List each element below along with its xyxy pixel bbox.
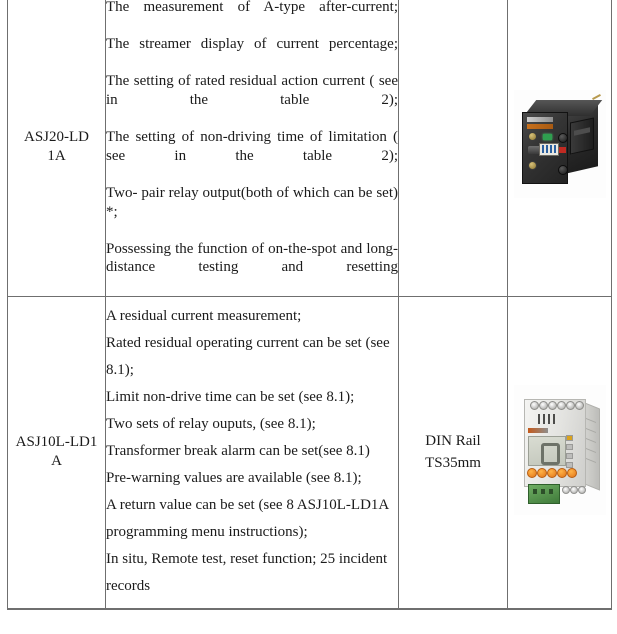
model-name-line-2: A xyxy=(51,453,62,469)
keypad-button-icon xyxy=(547,468,557,478)
appearance-cell-row-1 xyxy=(508,0,612,296)
vent-slot xyxy=(538,414,540,424)
adjust-knob-icon xyxy=(528,161,537,170)
dip-switch-icon xyxy=(539,143,559,156)
model-name-line-2: 1A xyxy=(47,147,66,164)
status-led-red xyxy=(559,147,566,153)
panel-mount-relay-illustration xyxy=(514,90,606,198)
function-item: Limit non-drive time can be set (see 8.1); xyxy=(106,388,355,405)
function-item: Transformer break alarm can be set(see 8.1) xyxy=(106,442,370,459)
top-terminal-ports xyxy=(530,401,582,410)
terminal-port-icon xyxy=(575,401,584,410)
bottom-terminal-ports xyxy=(562,486,588,494)
device-front-panel xyxy=(522,112,568,184)
brand-label xyxy=(528,428,548,433)
indicator-led xyxy=(566,453,573,459)
reset-button-icon xyxy=(558,165,568,175)
model-name-line-1: ASJ20-LD xyxy=(23,128,89,145)
side-vent-line xyxy=(586,417,596,422)
vent-slot xyxy=(548,414,550,424)
terminal-port-icon xyxy=(530,401,539,410)
product-specification-table xyxy=(7,0,612,610)
functions-list-row-1 xyxy=(106,0,398,296)
function-item: The setting of rated residual action current ( see in the table 2); xyxy=(106,73,398,108)
function-item: Pre-warning values are available (see 8.1); xyxy=(106,469,362,486)
din-rail-module-photo xyxy=(514,385,606,515)
adjust-knob-icon xyxy=(528,132,537,141)
model-name-line-1: ASJ10L-LD1 xyxy=(15,434,98,450)
vent-slot xyxy=(553,414,555,424)
indicator-led xyxy=(566,435,573,441)
side-vent-line xyxy=(586,427,596,432)
function-item: The measurement of A-type after-current; xyxy=(106,0,398,15)
mounting-cell-row-2 xyxy=(399,296,508,609)
model-strip xyxy=(527,124,553,129)
mounting-value-line-1: DIN Rail xyxy=(425,433,481,449)
front-keypad xyxy=(527,468,577,477)
lcd-display xyxy=(528,436,566,466)
terminal-port-icon xyxy=(570,486,578,494)
side-vent-line xyxy=(586,437,596,442)
panel-mount-relay-photo xyxy=(514,90,606,198)
test-button-icon xyxy=(558,133,568,143)
terminal-port-icon xyxy=(557,401,566,410)
function-item: Two sets of relay ouputs, (see 8.1); xyxy=(106,415,316,432)
dip-switch-lever xyxy=(554,145,556,153)
function-item: The setting of non-driving time of limitation ( see in the table 2); xyxy=(106,129,398,164)
ventilation-slots xyxy=(538,414,560,424)
dip-switch-lever xyxy=(546,145,548,153)
function-item: In situ, Remote test, reset function; 25 incident records xyxy=(106,550,388,594)
indicator-led xyxy=(566,444,573,450)
function-item: The streamer display of current percentage; xyxy=(106,36,398,53)
functions-cell-row-1 xyxy=(106,0,399,296)
terminal-port-icon xyxy=(566,401,575,410)
function-item: A return value can be set (see 8 ASJ10L-LD1A programming menu instructions); xyxy=(106,496,389,540)
terminal-port-icon xyxy=(578,486,586,494)
green-terminal-block xyxy=(528,484,560,504)
functions-cell-row-2 xyxy=(106,296,399,609)
mounting-value-line-2: TS35mm xyxy=(425,455,481,471)
table-row xyxy=(8,0,612,296)
terminal-port-icon xyxy=(539,401,548,410)
keypad-button-icon xyxy=(557,468,567,478)
terminal-screw xyxy=(533,489,537,494)
dip-switch-lever xyxy=(550,145,552,153)
function-item: A residual current measurement; xyxy=(106,307,302,324)
function-item: Two- pair relay output(both of which can be set) *; xyxy=(106,184,398,220)
keypad-button-icon xyxy=(537,468,547,478)
terminal-screw xyxy=(549,489,553,494)
dip-switch-lever xyxy=(542,145,544,153)
lcd-digit xyxy=(541,443,560,465)
function-item: Possessing the function of on-the-spot and long-distance testing and resetting xyxy=(106,240,398,276)
side-vent-line xyxy=(586,457,596,462)
din-rail-module-illustration xyxy=(514,385,606,515)
status-led-green xyxy=(543,134,552,140)
terminal-port-icon xyxy=(562,486,570,494)
model-cell-row-1 xyxy=(8,0,106,296)
functions-list-row-2 xyxy=(106,303,398,600)
indicator-leds xyxy=(566,435,580,465)
vent-slot xyxy=(543,414,545,424)
brand-label xyxy=(527,117,553,122)
mounting-clip xyxy=(570,118,594,155)
appearance-cell-row-2 xyxy=(508,296,612,609)
keypad-button-icon xyxy=(527,468,537,478)
mounting-cell-row-1 xyxy=(399,0,508,296)
function-item: Rated residual operating current can be set (see 8.1); xyxy=(106,334,390,378)
terminal-screw xyxy=(541,489,545,494)
terminal-port-icon xyxy=(548,401,557,410)
side-vent-line xyxy=(586,447,596,452)
model-cell-row-2 xyxy=(8,296,106,609)
keypad-button-icon xyxy=(567,468,577,478)
table-row xyxy=(8,296,612,609)
